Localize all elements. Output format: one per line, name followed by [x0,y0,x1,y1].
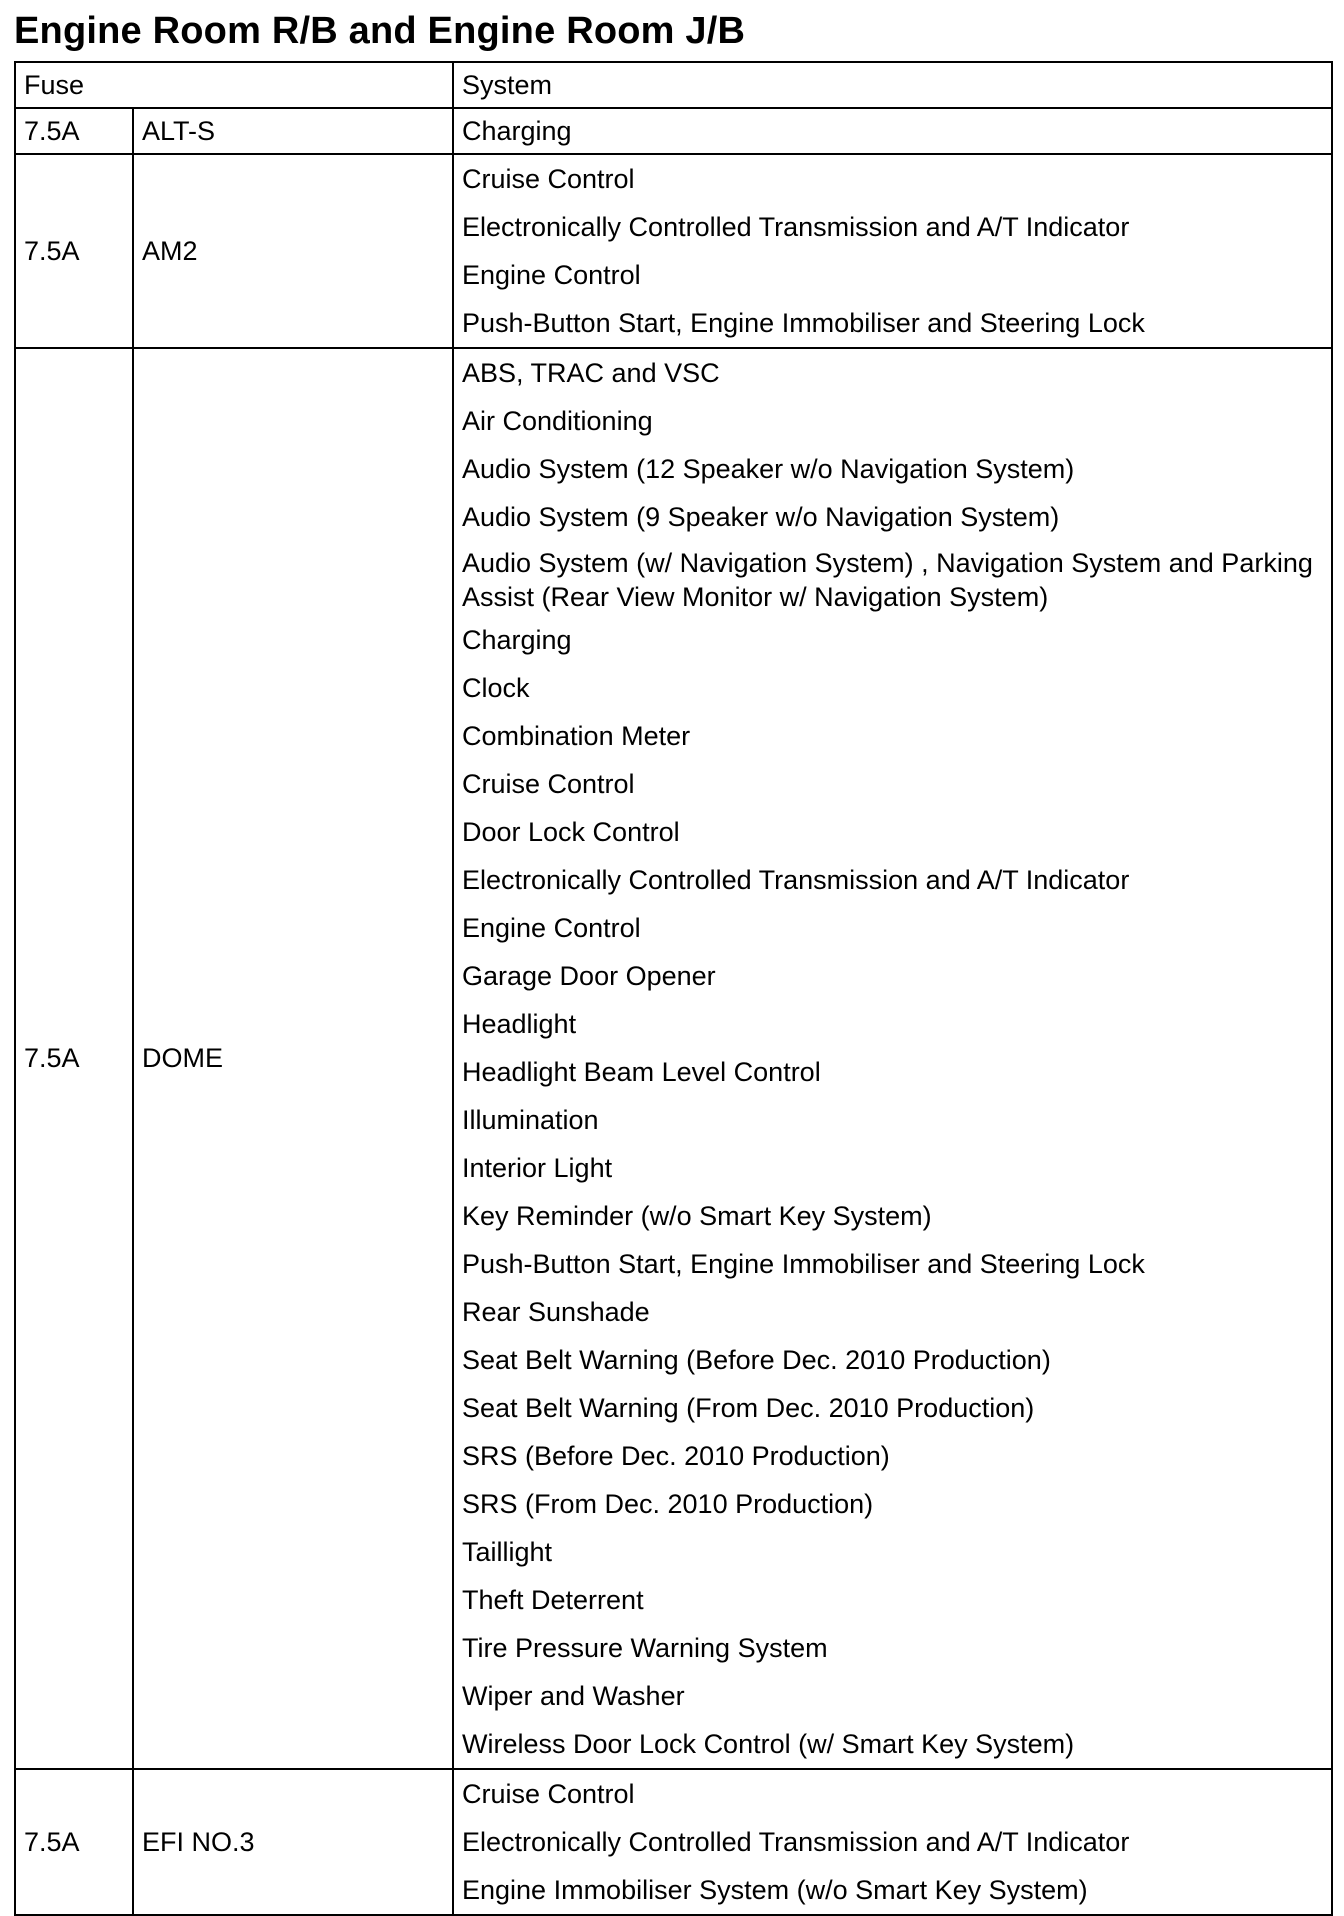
system-item: Push-Button Start, Engine Immobiliser and Steering Lock [462,1249,1145,1279]
table-row [15,108,1332,154]
system-item: Rear Sunshade [462,1297,650,1327]
system-item: Interior Light [462,1153,613,1183]
system-list [453,1769,1332,1915]
system-item: Tire Pressure Warning System [462,1633,828,1663]
system-item: Air Conditioning [462,406,653,436]
fuse-amperage: 7.5A [15,1769,133,1915]
fuse-name: EFI NO.3 [133,1769,453,1915]
fuse-name: AM2 [133,154,453,348]
system-item: Electronically Controlled Transmission and A/T Indicator [462,865,1130,895]
system-item: Key Reminder (w/o Smart Key System) [462,1201,932,1231]
system-item: Cruise Control [462,1779,635,1809]
system-item: SRS (Before Dec. 2010 Production) [462,1441,890,1471]
system-item: Engine Control [462,913,641,943]
system-item: Audio System (12 Speaker w/o Navigation System) [462,454,1075,484]
system-item: Seat Belt Warning (From Dec. 2010 Production) [462,1393,1035,1423]
system-item: Headlight [462,1009,577,1039]
system-item: Wireless Door Lock Control (w/ Smart Key System) [462,1729,1075,1759]
system-list [453,348,1332,1769]
system-item: Theft Deterrent [462,1585,644,1615]
fuse-table [14,61,1333,1916]
system-item: Door Lock Control [462,817,680,847]
system-item: Cruise Control [462,769,635,799]
system-item: Audio System (9 Speaker w/o Navigation System) [462,502,1060,532]
system-item: Push-Button Start, Engine Immobiliser and Steering Lock [462,308,1145,338]
fuse-amperage: 7.5A [15,108,133,154]
page-title: Engine Room R/B and Engine Room J/B [14,10,746,52]
system-item: Audio System (w/ Navigation System) , Navigation System and Parking Assist (Rear View Monitor w/ Navigation System) [462,548,1313,612]
system-item: SRS (From Dec. 2010 Production) [462,1489,874,1519]
system-item: Engine Immobiliser System (w/o Smart Key System) [462,1875,1088,1905]
system-item: Headlight Beam Level Control [462,1057,821,1087]
fuse-amperage: 7.5A [15,154,133,348]
system-column-header: System [453,62,1332,108]
system-item: Taillight [462,1537,553,1567]
table-row [15,1769,1332,1915]
fuse-name: DOME [133,348,453,1769]
system-list: Charging [453,108,1332,154]
system-item: Engine Control [462,260,641,290]
fuse-amperage: 7.5A [15,348,133,1769]
system-list [453,154,1332,348]
fuse-name: ALT-S [133,108,453,154]
system-item: ABS, TRAC and VSC [462,358,720,388]
system-item: Charging [462,625,572,655]
system-item: Electronically Controlled Transmission and A/T Indicator [462,212,1130,242]
system-item: Combination Meter [462,721,691,751]
table-body [15,108,1332,1915]
table-header-row [15,62,1332,108]
table-row [15,348,1332,1769]
system-item: Illumination [462,1105,599,1135]
system-item: Garage Door Opener [462,961,716,991]
system-item: Seat Belt Warning (Before Dec. 2010 Production) [462,1345,1051,1375]
system-item: Cruise Control [462,164,635,194]
system-item: Clock [462,673,530,703]
system-item: Wiper and Washer [462,1681,685,1711]
table-row [15,154,1332,348]
system-item: Electronically Controlled Transmission and A/T Indicator [462,1827,1130,1857]
fuse-column-header: Fuse [15,62,453,108]
